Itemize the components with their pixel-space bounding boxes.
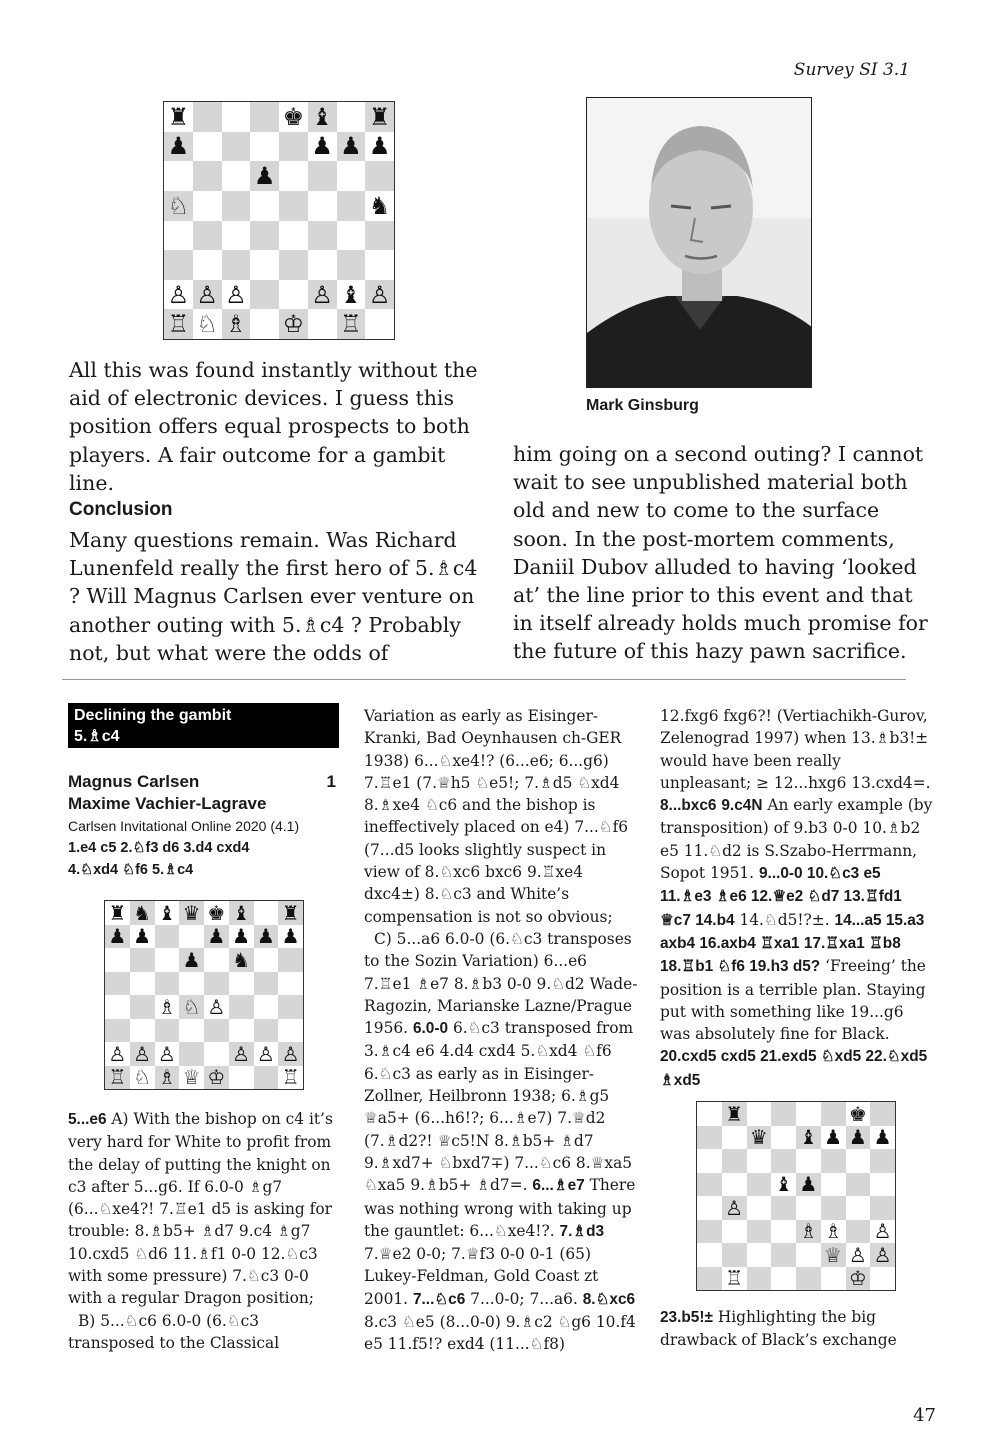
board-square xyxy=(870,1173,895,1197)
board-square: ♙ xyxy=(873,1219,892,1243)
board-square: ♟ xyxy=(232,924,251,948)
board-square xyxy=(254,995,279,1019)
board-square xyxy=(254,1019,279,1043)
board-square xyxy=(821,1196,846,1220)
board-square xyxy=(771,1196,796,1220)
board-square xyxy=(229,1019,254,1043)
board-square xyxy=(278,995,303,1019)
board-square xyxy=(254,1066,279,1090)
annotation-text: 12.fxg6 fxg6?! (Vertiachikh-Gurov, Zelenograd 1997) when 13.♗b3!± would have been really unpleasant; ≥ 12...hxg6 13.cxd4=. xyxy=(660,707,931,792)
board-square xyxy=(796,1149,821,1173)
board-square xyxy=(747,1220,772,1244)
annotation-para: Variation as early as Eisinger-Kranki, Bad Oeynhausen ch-GER 1938) 6...♘xe4!? (6...e6; 6...g6) 7.♖e1 (7.♕h5 ♘e5!; 7.♗d5 ♘xd4 8.♗xe4 ♘c6 and the bishop is ineffectively placed on e4) 7...♘f6 (7...d5 looks slightly suspect in view of 8.♘xc6 bxc6 9.♖xe4 dxc4±) 8.♘c3 and White’s compensation is not so obvious; xyxy=(364,707,629,926)
annotation-col3 xyxy=(660,705,935,1092)
annotation-text: 7.♕e2 0-0; 7.♕f3 0-0 0-1 (65) Lukey-Feldman, Gold Coast zt 2001. xyxy=(364,1245,599,1308)
annotation-text: C) 5...a6 6.0-0 (6.♘c3 transposes to the Sozin Variation) 6...e6 7.♖e1 ♗e7 8.♗b3 0-0 9.♘d2 Wade-Ragozin, Marianske Lazne/Prague 1956. xyxy=(364,929,638,1038)
board-square xyxy=(229,972,254,996)
board-square xyxy=(279,280,308,310)
page-number: 47 xyxy=(913,1405,936,1426)
board-square xyxy=(254,948,279,972)
board-square: ♗ xyxy=(222,309,251,339)
board-square: ♟ xyxy=(250,161,279,191)
section-title: Declining the gambit xyxy=(74,707,232,724)
board-square xyxy=(870,1267,895,1291)
board-square xyxy=(130,1019,155,1043)
photo-caption: Mark Ginsburg xyxy=(586,397,699,414)
board-square: ♙ xyxy=(157,1042,176,1066)
white-player: Magnus Carlsen xyxy=(68,772,200,791)
annotation-text: A) With the bishop on c4 it’s very hard for White to profit from the delay of putting the knight on c3 after 5...g6. If 6.0-0 ♗g7 (6...♘xe4?! 7.♖e1 d5 is asking for trouble: 8.♗b5+ ♗d7 9.c4 ♗g7 10.cxd5 ♘d6 11.♗f1 0-0 12.♘c3 with some pressure) 7.♘c3 0-0 with a regular Dragon position; xyxy=(68,1110,333,1308)
board-square: ♝ xyxy=(229,901,254,925)
board-square xyxy=(337,191,366,221)
board-square: ♟ xyxy=(337,132,366,162)
board-square: ♞ xyxy=(229,948,254,972)
board-square xyxy=(771,1126,796,1150)
board-square xyxy=(222,102,251,132)
move-bold: 6.0-0 xyxy=(412,1020,449,1038)
move-bold: 6...♗e7 xyxy=(532,1177,585,1195)
opening-moves-1: 1.e4 c5 2.♘f3 d6 3.d4 cxd4 xyxy=(68,840,250,856)
chess-diagram-3 xyxy=(696,1101,896,1291)
board-square: ♙ xyxy=(193,280,222,310)
board-square xyxy=(155,1019,180,1043)
board-square xyxy=(796,1102,821,1126)
board-square xyxy=(771,1267,796,1291)
board-square: ♔ xyxy=(279,309,308,339)
board-square xyxy=(821,1267,846,1291)
board-square: ♙ xyxy=(130,1042,155,1066)
board-square xyxy=(279,221,308,251)
board-square xyxy=(697,1267,722,1291)
board-square xyxy=(279,132,308,162)
board-square xyxy=(697,1102,722,1126)
annotation-text: 6.♘c3 transposed from 3.♗c4 e6 4.d4 cxd4 5.♘xd4 ♘f6 6.♘c3 as early as in Eisinger-Zollner, Heilbronn 1938; 6.♗g5 ♕a5+ (6...h6!?; 6...♗e7) 7.♕d2 (7.♗d2?! ♕c5!N 8.♗b5+ ♗d7 9.♗xd7+ ♘bxd7∓) 7...♘c6 8.♕xa5 ♘xa5 9.♗b5+ ♗d7=. xyxy=(364,1019,634,1195)
board-square: ♘ xyxy=(196,310,218,339)
annotation-text: ‘Freeing’ the position is a terrible plan. Staying put with something like 19...g6 was absolutely fine for Black. xyxy=(660,957,926,1044)
board-square: ♝ xyxy=(157,901,176,925)
board-square xyxy=(193,132,222,162)
board-square xyxy=(796,1196,821,1220)
board-square: ♛ xyxy=(179,901,204,925)
board-square xyxy=(204,972,229,996)
board-square xyxy=(771,1102,796,1126)
board-square xyxy=(222,132,251,162)
board-square: ♗ xyxy=(796,1220,821,1244)
move-bold: 14...a5 15.a3 axb4 16.axb4 ♖xa1 17.♖xa1 ♖b8 18.♖b1 ♘f6 19.h3 d5? xyxy=(660,911,925,976)
board-square: ♝ xyxy=(774,1172,793,1196)
board-square xyxy=(193,250,222,280)
board-square: ♟ xyxy=(254,925,279,949)
black-player: Maxime Vachier-Lagrave xyxy=(68,794,267,813)
board-square: ♘ xyxy=(133,1065,152,1089)
board-square: ♙ xyxy=(308,280,337,310)
board-square: ♗ xyxy=(824,1219,843,1243)
section-divider xyxy=(62,679,906,680)
board-square: ♟ xyxy=(105,925,130,949)
section-subtitle: 5.♗c4 xyxy=(74,728,120,745)
board-square: ♚ xyxy=(207,901,226,925)
board-square xyxy=(204,1042,229,1066)
move-bold: 23.b5!± xyxy=(660,1309,713,1326)
board-square xyxy=(722,1243,747,1267)
board-square xyxy=(337,102,366,132)
conclusion-heading: Conclusion xyxy=(69,499,173,520)
board-square xyxy=(179,1042,204,1066)
board-square xyxy=(722,1220,747,1244)
move-bold: 7.♗d3 xyxy=(559,1222,605,1240)
board-square: ♝ xyxy=(340,280,362,309)
board-square xyxy=(250,132,279,162)
board-square xyxy=(279,191,308,221)
board-square xyxy=(308,161,337,191)
board-square: ♙ xyxy=(207,995,226,1019)
board-square: ♟ xyxy=(179,948,204,972)
board-square xyxy=(193,221,222,251)
board-square: ♜ xyxy=(108,901,127,925)
board-square: ♟ xyxy=(824,1125,843,1149)
annotation-text: 8.c3 ♘e5 (8...0-0) 9.♗c2 ♘g6 10.f4 e5 11.f5!? exd4 (11...♘f8) xyxy=(364,1313,636,1354)
board-square xyxy=(697,1173,722,1197)
board-square: ♟ xyxy=(164,132,193,162)
board-square xyxy=(337,161,366,191)
paragraph-col2: him going on a second outing? I cannot wait to see unpublished material both old and new to come to the surface soon. In the post-mortem comments, Daniil Dubov alluded to having ‘looked at’ the line prior to this event and that in itself already holds much promise for the future of this hazy pawn sacrifice. xyxy=(513,442,928,664)
board-square xyxy=(308,191,337,221)
board-square: ♘ xyxy=(179,995,204,1019)
board-square: ♜ xyxy=(722,1102,747,1126)
board-square: ♟ xyxy=(133,924,152,948)
board-square: ♕ xyxy=(182,1065,201,1089)
opening-moves-2: 4.♘xd4 ♘f6 5.♗c4 xyxy=(68,862,194,878)
board-square xyxy=(870,1102,895,1126)
board-square: ♔ xyxy=(204,1066,229,1090)
board-square xyxy=(846,1220,871,1244)
board-square xyxy=(846,1149,871,1173)
board-square xyxy=(771,1220,796,1244)
board-square xyxy=(747,1173,772,1197)
board-square xyxy=(179,972,204,996)
board-square: ♜ xyxy=(278,901,303,925)
portrait-photo xyxy=(586,97,812,388)
board-square: ♙ xyxy=(256,1042,275,1066)
board-square xyxy=(697,1196,722,1220)
board-square xyxy=(130,948,155,972)
board-square xyxy=(250,280,279,310)
board-square xyxy=(105,972,130,996)
board-square: ♙ xyxy=(108,1042,127,1066)
board-square xyxy=(365,309,394,339)
board-square: ♖ xyxy=(725,1266,744,1290)
conclusion-text: Many questions remain. Was Richard Lunenfeld really the first hero of 5.♗c4 ? Will Magnus Carlsen ever venture on another outing with 5.♗c4 ? Probably not, but what were the odds of xyxy=(69,528,478,665)
board-square: ♗ xyxy=(155,1066,180,1090)
board-square xyxy=(821,1173,846,1197)
board-square xyxy=(105,1019,130,1043)
board-square xyxy=(279,161,308,191)
board-square: ♙ xyxy=(278,1042,303,1066)
board-square xyxy=(155,948,180,972)
board-square xyxy=(796,1243,821,1267)
board-square xyxy=(697,1243,722,1267)
board-square xyxy=(278,1019,303,1043)
board-square: ♙ xyxy=(722,1196,747,1220)
event-info: Carlsen Invitational Online 2020 (4.1) xyxy=(68,818,300,834)
board-square xyxy=(193,191,222,221)
annotation-para: B) 5...♘c6 6.0-0 (6.♘c3 transposed to the Classical xyxy=(68,1311,280,1352)
board-square xyxy=(697,1149,722,1173)
board-square xyxy=(308,309,337,339)
portrait-image xyxy=(587,98,812,388)
board-square xyxy=(722,1126,747,1150)
board-square xyxy=(250,221,279,251)
board-square xyxy=(747,1149,772,1173)
board-square: ♙ xyxy=(870,1243,895,1267)
board-square xyxy=(846,1196,871,1220)
board-square xyxy=(771,1149,796,1173)
board-square: ♙ xyxy=(365,280,394,310)
board-square xyxy=(250,102,279,132)
board-square: ♙ xyxy=(848,1243,867,1267)
board-square: ♟ xyxy=(796,1173,821,1197)
move-bold: 9.c4N xyxy=(721,797,763,815)
board-square: ♞ xyxy=(130,901,155,925)
board-square xyxy=(365,221,394,251)
board-square xyxy=(204,948,229,972)
section-header-box xyxy=(68,703,339,748)
running-header: Survey SI 3.1 xyxy=(793,60,910,80)
board-square xyxy=(229,1066,254,1090)
board-square xyxy=(222,221,251,251)
board-square: ♞ xyxy=(368,191,391,220)
board-square xyxy=(229,995,254,1019)
game-number: 1 xyxy=(326,772,336,791)
board-square xyxy=(222,250,251,280)
board-square xyxy=(278,948,303,972)
annotation-para xyxy=(660,705,935,1092)
board-square xyxy=(697,1220,722,1244)
board-square: ♟ xyxy=(311,132,333,161)
board-square xyxy=(747,1243,772,1267)
board-square xyxy=(164,250,193,280)
board-square xyxy=(337,221,366,251)
annotation-text: Highlighting the big drawback of Black’s exchange xyxy=(660,1308,897,1350)
board-square xyxy=(747,1196,772,1220)
board-square: ♖ xyxy=(105,1066,130,1090)
annotation-para xyxy=(68,1108,346,1310)
board-square xyxy=(130,995,155,1019)
board-square xyxy=(250,250,279,280)
board-square: ♟ xyxy=(281,924,300,948)
board-square: ♙ xyxy=(225,280,247,309)
board-square xyxy=(279,250,308,280)
board-square xyxy=(155,972,180,996)
board-square: ♟ xyxy=(873,1125,892,1149)
board-square xyxy=(250,309,279,339)
board-square xyxy=(365,161,394,191)
board-square: ♔ xyxy=(846,1267,871,1291)
board-square: ♝ xyxy=(308,102,337,132)
move-bold: 9...0-0 10.♘c3 e5 11.♗e3 ♗e6 12.♕e2 ♘d7 13.♖fd1 ♕c7 14.b4 xyxy=(660,865,902,929)
annotation-text: 7...0-0; 7...a6. xyxy=(465,1289,578,1308)
board-square xyxy=(204,1019,229,1043)
board-square xyxy=(130,972,155,996)
board-square: ♕ xyxy=(821,1243,846,1267)
annotation-text: 14.♘d5!?±. xyxy=(734,910,830,929)
board-square xyxy=(365,250,394,280)
board-square xyxy=(193,102,222,132)
move-bold: 5...e6 xyxy=(68,1111,107,1128)
board-square: ♖ xyxy=(337,309,366,339)
chess-diagram-1 xyxy=(163,101,395,340)
annotation-col2 xyxy=(364,705,639,1356)
board-square xyxy=(722,1173,747,1197)
paragraph-col1: All this was found instantly without the aid of electronic devices. I guess this position offers equal prospects to both players. A fair outcome for a gambit line. xyxy=(69,358,478,495)
board-square xyxy=(846,1173,871,1197)
annotation-col1 xyxy=(68,1108,346,1354)
board-square xyxy=(222,161,251,191)
board-square xyxy=(796,1267,821,1291)
annotation-para xyxy=(660,1306,935,1352)
board-square xyxy=(250,191,279,221)
board-square: ♘ xyxy=(164,191,193,221)
board-square: ♙ xyxy=(229,1042,254,1066)
move-bold: 8...bxc6 xyxy=(660,797,717,815)
board-square xyxy=(771,1243,796,1267)
board-square xyxy=(179,1019,204,1043)
annotation-para xyxy=(364,928,639,1356)
board-square xyxy=(278,972,303,996)
annotation-text: An early example (by transposition) of 9.b3 0-0 10.♗b2 e5 11.♘d2 is S.Szabo-Herrmann, Sopot 1951. xyxy=(660,796,933,883)
board-square xyxy=(254,901,279,925)
board-square xyxy=(164,221,193,251)
move-bold: 20.cxd5 cxd5 21.exd5 ♘xd5 22.♘xd5 ♗xd5 xyxy=(660,1048,928,1089)
white-player-row xyxy=(68,771,336,793)
board-square: ♖ xyxy=(164,309,193,339)
move-bold: 7...♘c6 xyxy=(412,1290,466,1308)
board-square: ♜ xyxy=(167,102,190,131)
board-square xyxy=(179,925,204,949)
board-square xyxy=(105,995,130,1019)
board-square xyxy=(105,948,130,972)
board-square: ♟ xyxy=(368,132,391,161)
move-bold: 8.♘xc6 xyxy=(582,1290,636,1308)
board-square xyxy=(337,250,366,280)
board-square xyxy=(747,1267,772,1291)
board-square xyxy=(308,250,337,280)
board-square: ♜ xyxy=(365,102,394,132)
board-square xyxy=(193,161,222,191)
board-square xyxy=(722,1149,747,1173)
chess-diagram-2 xyxy=(104,900,304,1090)
board-square xyxy=(821,1102,846,1126)
board-square xyxy=(155,925,180,949)
board-square: ♙ xyxy=(167,280,190,309)
annotation-text: There was nothing wrong with taking up the gauntlet: 6...♘xe4!?. xyxy=(364,1176,636,1240)
board-square: ♛ xyxy=(747,1126,772,1150)
board-square: ♟ xyxy=(204,925,229,949)
board-square xyxy=(697,1126,722,1150)
board-square xyxy=(308,221,337,251)
board-square xyxy=(870,1149,895,1173)
board-square: ♖ xyxy=(281,1065,300,1089)
board-square: ♟ xyxy=(846,1126,871,1150)
board-square xyxy=(254,972,279,996)
board-square: ♝ xyxy=(796,1126,821,1150)
board-square: ♚ xyxy=(848,1102,867,1126)
annotation-col3-bottom xyxy=(660,1306,935,1352)
board-square xyxy=(164,161,193,191)
board-square xyxy=(222,191,251,221)
board-square: ♗ xyxy=(157,995,176,1019)
board-square xyxy=(821,1149,846,1173)
board-square xyxy=(870,1196,895,1220)
board-square: ♚ xyxy=(282,102,305,131)
game-header xyxy=(68,771,336,881)
board-square xyxy=(747,1102,772,1126)
